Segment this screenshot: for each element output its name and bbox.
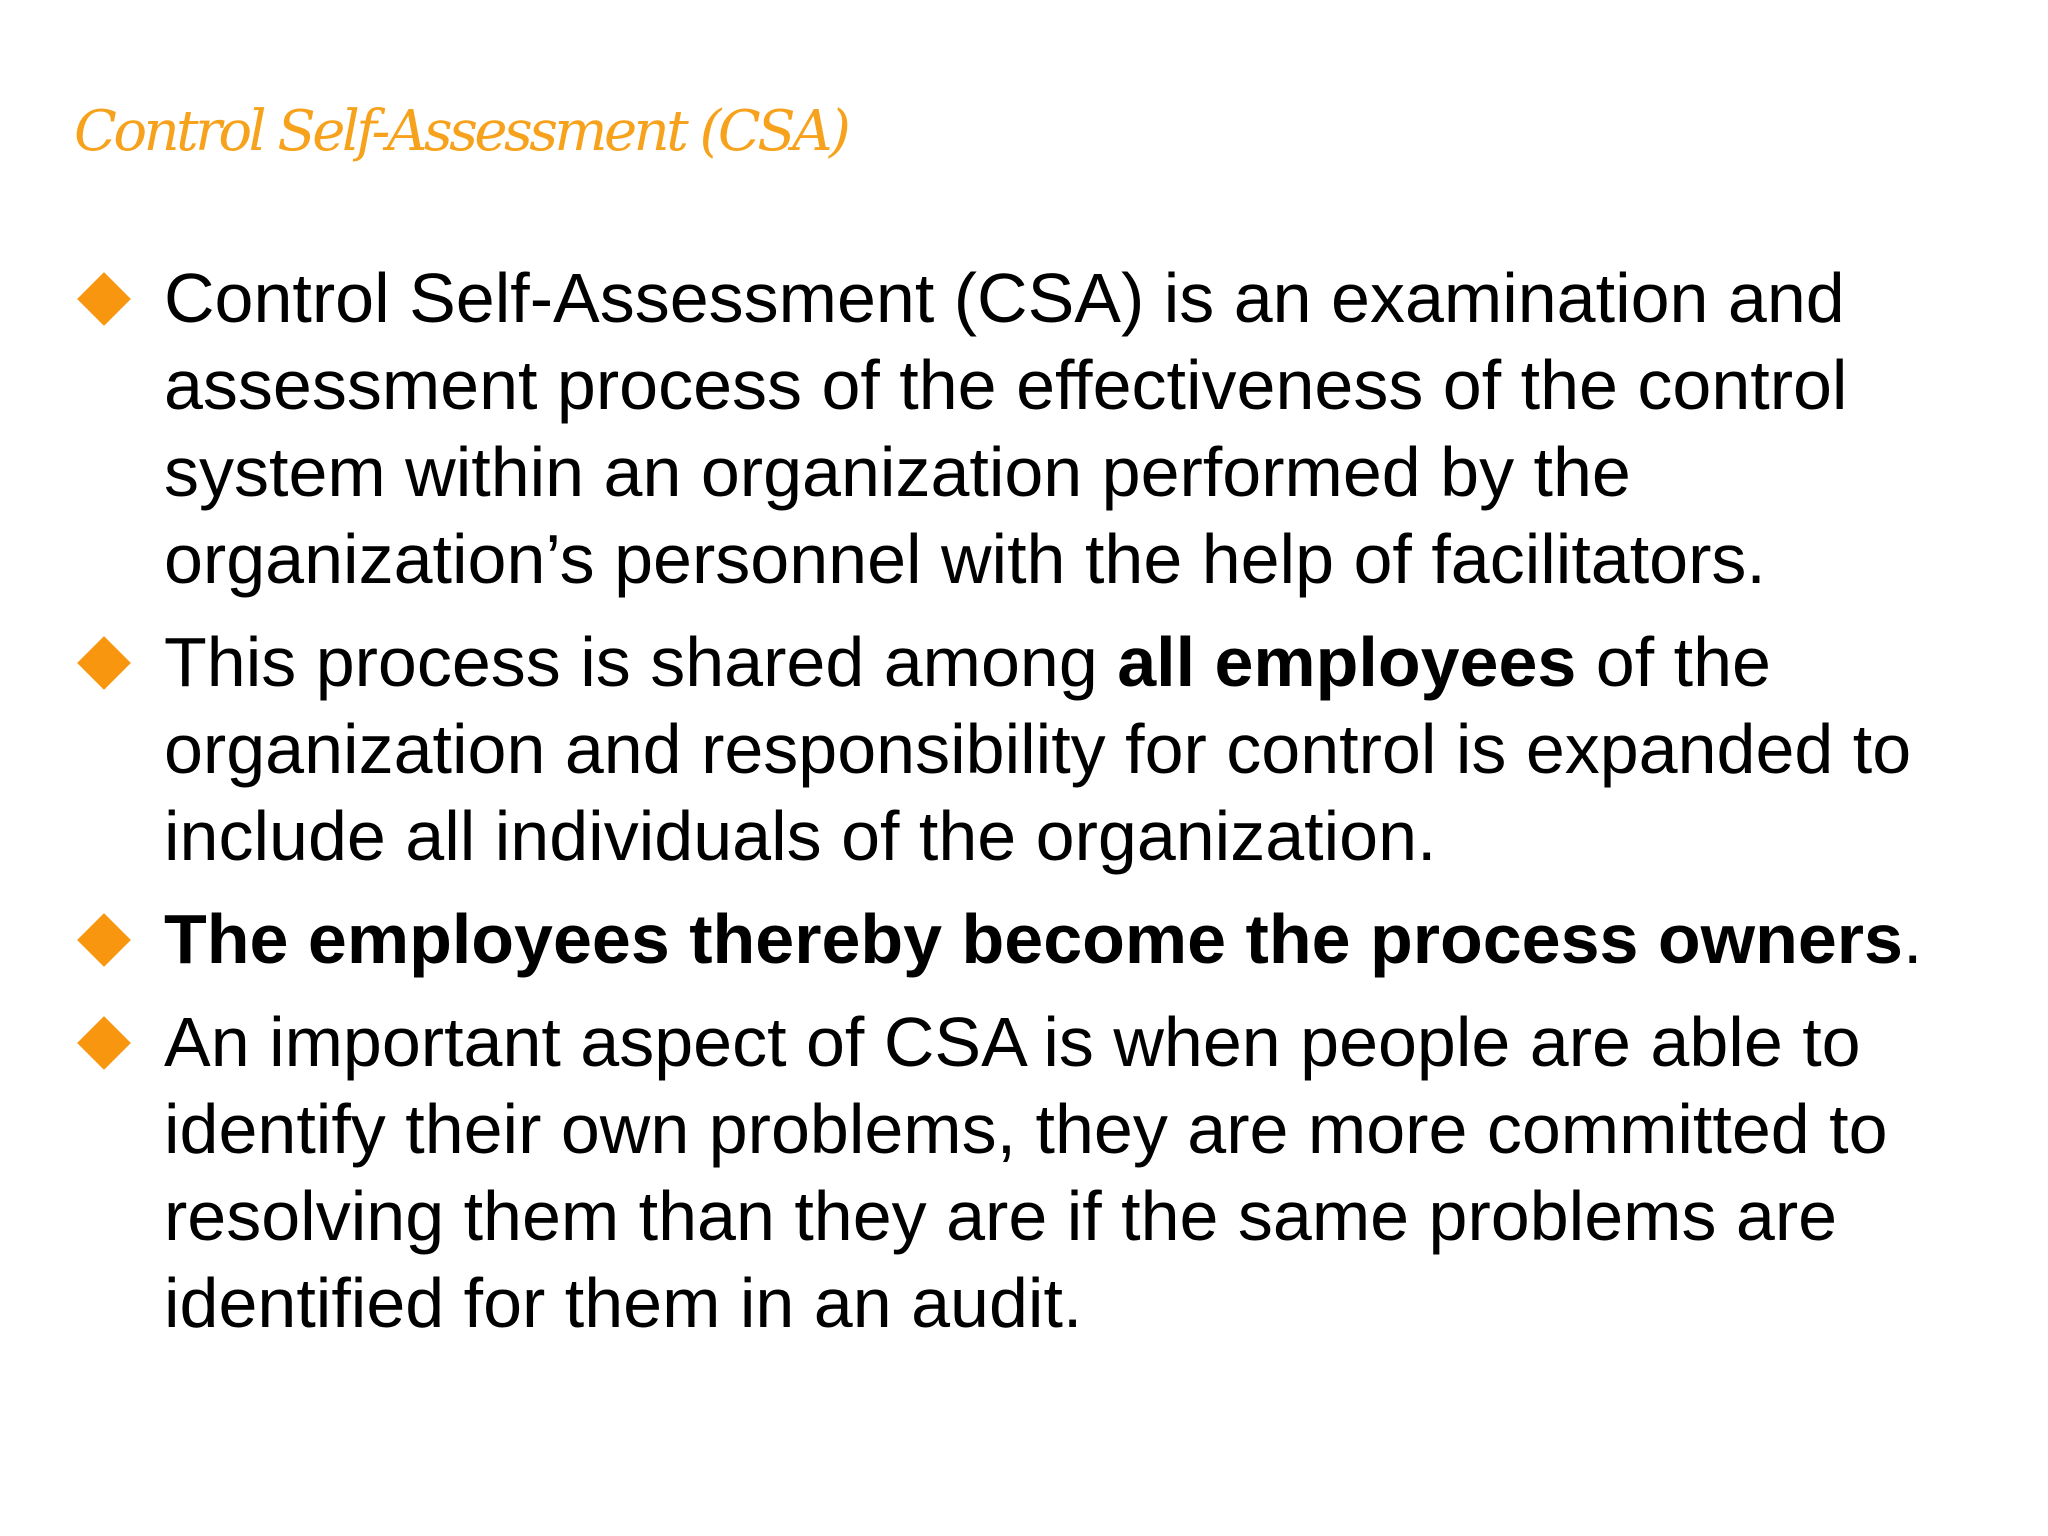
bullet-text: Control Self-Assessment (CSA) is an examination and assessment process of the effectiveness of the control system within an organization performed by the organization’s personnel with the help of facilitators. — [164, 259, 1848, 598]
bullet-text-bold: The employees thereby become the process owners — [164, 900, 1903, 978]
bullet-text-pre: This process is shared among — [164, 623, 1118, 701]
bullet-item — [76, 896, 2006, 983]
diamond-bullet-icon — [77, 636, 131, 690]
diamond-bullet-icon — [77, 1016, 131, 1070]
slide-title: Control Self-Assessment (CSA) — [74, 99, 848, 164]
diamond-bullet-icon — [77, 913, 131, 967]
bullet-item — [76, 999, 2006, 1347]
bullet-item — [76, 619, 2006, 880]
bullet-item — [76, 255, 2006, 603]
bullet-text-post: . — [1902, 900, 1923, 978]
bullet-list — [76, 255, 2006, 1347]
bullet-text: An important aspect of CSA is when people are able to identify their own problems, they are more committed to resolving them than they are if the same problems are identified for them in an audit. — [164, 1003, 1888, 1342]
diamond-bullet-icon — [77, 272, 131, 326]
bullet-text-post: of the organization and responsibility for control is expanded to include all individuals of the organization. — [164, 623, 1912, 875]
bullet-text-bold: all employees — [1117, 623, 1577, 701]
